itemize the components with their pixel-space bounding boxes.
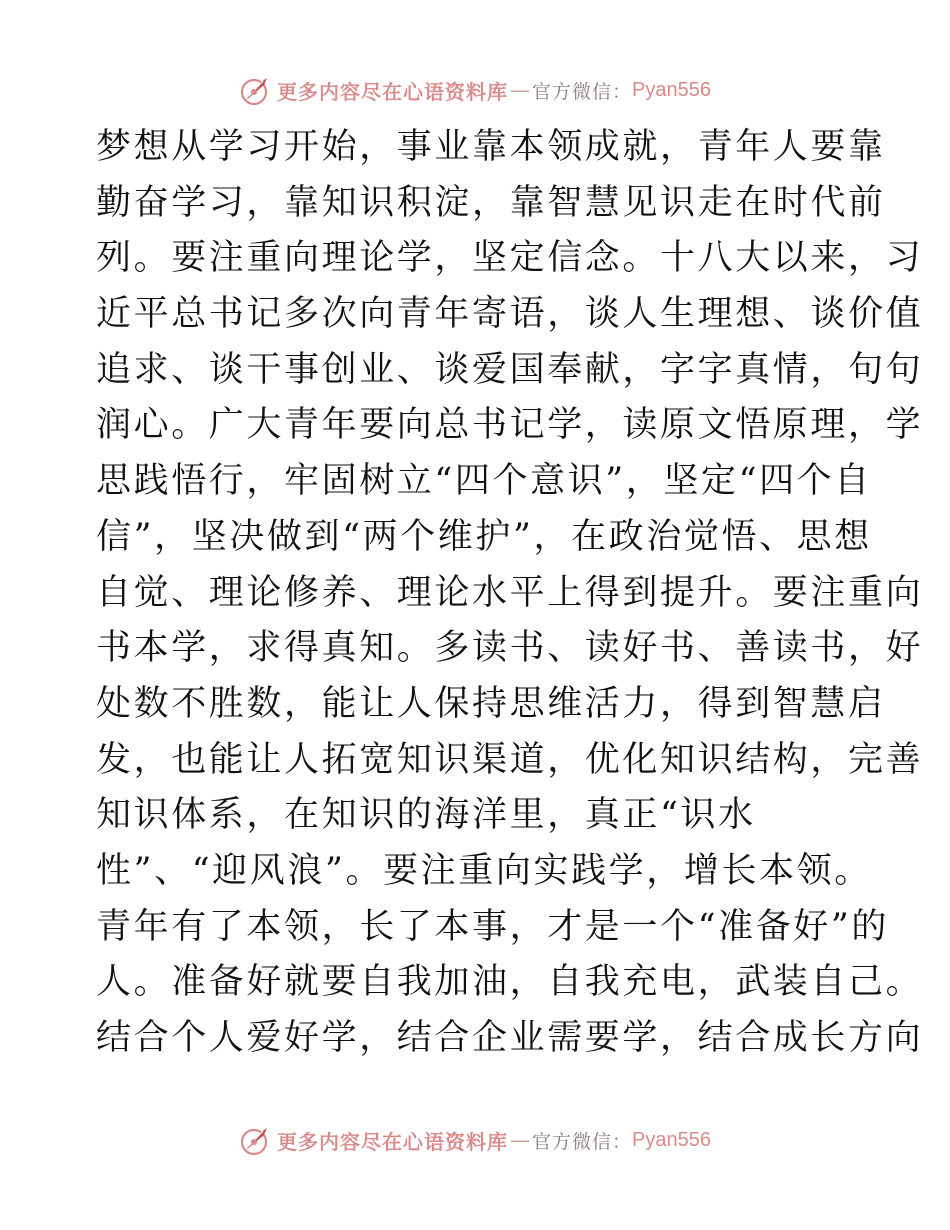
- body-line: 书本学，求得真知。多读书、读好书、善读书，好: [96, 628, 924, 669]
- body-line: 列。要注重向理论学，坚定信念。十八大以来，习: [96, 238, 924, 279]
- footer-site-text: 更多内容尽在心语资料库: [277, 1129, 508, 1154]
- footer-wechat-id: Pyan556: [632, 1128, 711, 1151]
- document-body: [96, 120, 924, 1067]
- body-line: 处数不胜数，能让人保持思维活力，得到智慧启: [96, 683, 886, 724]
- footer-watermark: [0, 1120, 950, 1160]
- body-line: 结合个人爱好学，结合企业需要学，结合成长方向: [96, 1018, 924, 1058]
- header-site-text: 更多内容尽在心语资料库: [277, 79, 508, 104]
- quill-pen-logo-icon: [239, 1123, 273, 1157]
- quill-pen-logo-icon: [239, 73, 273, 107]
- body-line: 自觉、理论修养、理论水平上得到提升。要注重向: [96, 572, 924, 613]
- body-line: 勤奋学习，靠知识积淀，靠智慧见识走在时代前: [96, 182, 886, 223]
- footer-dash: —: [510, 1128, 530, 1152]
- body-line: 人。准备好就要自我加油，自我充电，武装自己。: [96, 962, 924, 1003]
- body-line: 信”，坚决做到“两个维护”，在政治觉悟、思想: [96, 516, 872, 557]
- body-line: 性”、“迎风浪”。要注重向实践学，增长本领。: [96, 850, 872, 891]
- header-wechat-id: Pyan556: [632, 78, 711, 101]
- header-watermark: [0, 70, 950, 110]
- body-line: 追求、谈干事创业、谈爱国奉献，字字真情，句句: [96, 349, 924, 390]
- body-line: 梦想从学习开始，事业靠本领成就，青年人要靠: [96, 127, 886, 167]
- body-line: 近平总书记多次向青年寄语，谈人生理想、谈价值: [96, 294, 924, 335]
- body-line: 思践悟行，牢固树立“四个意识”，坚定“四个自: [96, 461, 872, 502]
- header-official-label: 官方微信：: [532, 80, 633, 103]
- body-line: 润心。广大青年要向总书记学，读原文悟原理，学: [96, 405, 924, 446]
- body-line: 发，也能让人拓宽知识渠道，优化知识结构，完善: [96, 739, 924, 780]
- footer-official-label: 官方微信：: [532, 1130, 633, 1153]
- header-dash: —: [510, 78, 530, 102]
- body-line: 知识体系，在知识的海洋里，真正“识水: [96, 795, 756, 836]
- body-line: 青年有了本领，长了本事，才是一个“准备好”的: [96, 906, 889, 947]
